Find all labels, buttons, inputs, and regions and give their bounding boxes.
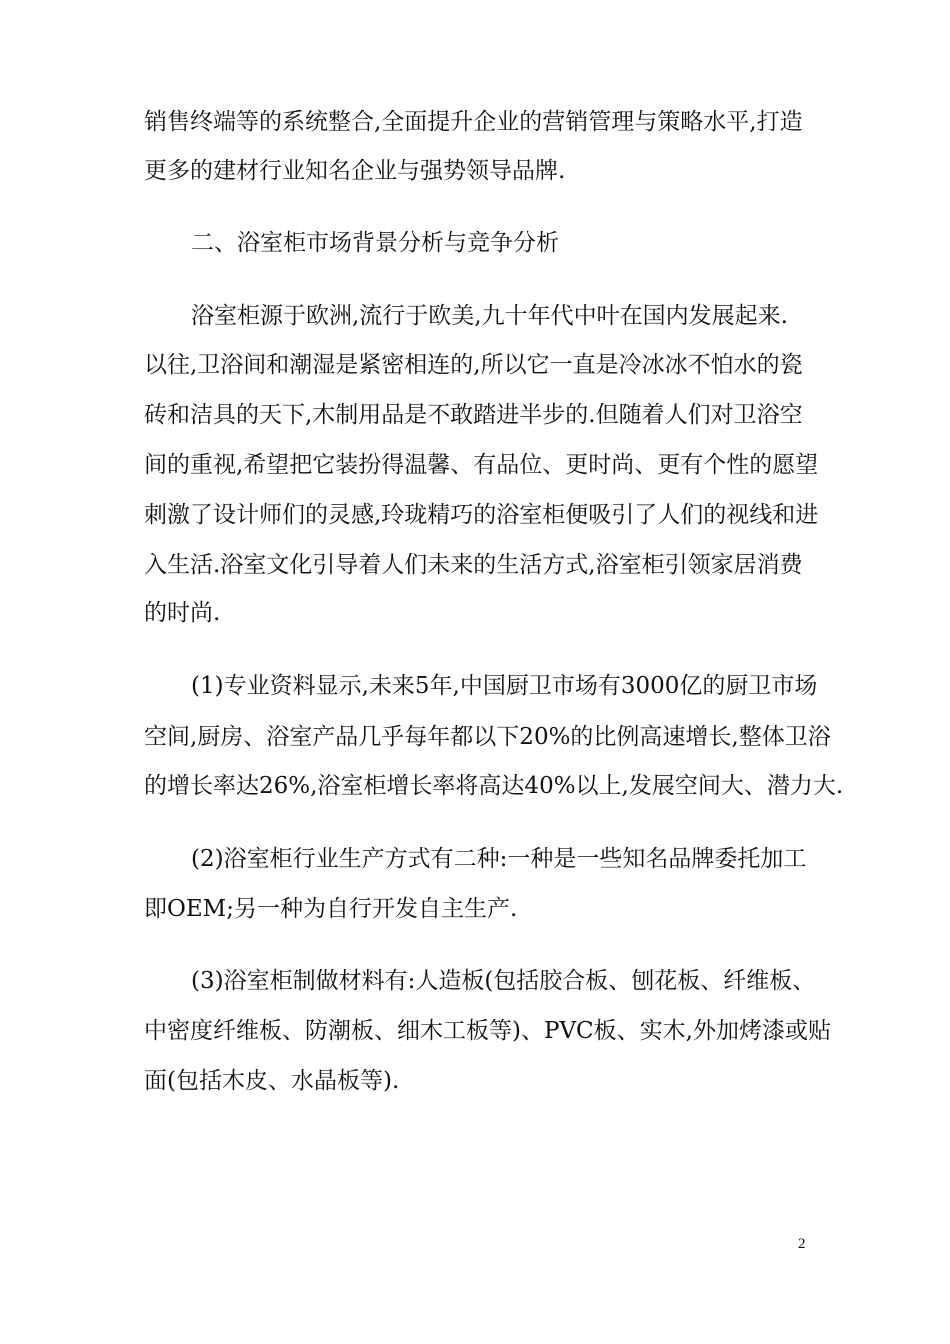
text-line: 即OEM;另一种为自行开发自主生产.: [144, 896, 518, 922]
page-number: 2: [798, 1236, 806, 1252]
text-line: 更多的建材行业知名企业与强势领导品牌.: [144, 158, 566, 184]
text-line: 的时尚.: [144, 600, 221, 626]
text-line: 的增长率达26%,浴室柜增长率将高达40%以上,发展空间大、潜力大.: [144, 773, 844, 799]
text-line: 间的重视,希望把它装扮得温馨、有品位、更时尚、更有个性的愿望: [144, 452, 819, 478]
text-line: 面(包括木皮、水晶板等).: [144, 1068, 400, 1094]
text-line: 入生活.浴室文化引导着人们未来的生活方式,浴室柜引领家居消费: [144, 552, 803, 578]
text-line: 刺激了设计师们的灵感,玲珑精巧的浴室柜便吸引了人们的视线和进: [144, 502, 819, 528]
text-line: 销售终端等的系统整合,全面提升企业的营销管理与策略水平,打造: [144, 109, 803, 135]
text-line: 砖和洁具的天下,木制用品是不敢踏进半步的.但随着人们对卫浴空: [144, 402, 803, 428]
text-line: 浴室柜源于欧洲,流行于欧美,九十年代中叶在国内发展起来.: [191, 303, 788, 329]
text-line: (3)浴室柜制做材料有:人造板(包括胶合板、刨花板、纤维板、: [191, 968, 816, 994]
text-line: 中密度纤维板、防潮板、细木工板等)、PVC板、实木,外加烤漆或贴: [144, 1018, 831, 1044]
section-heading: 二、浴室柜市场背景分析与竞争分析: [191, 230, 559, 256]
text-line: (2)浴室柜行业生产方式有二种:一种是一些知名品牌委托加工: [191, 846, 807, 872]
text-line: (1)专业资料显示,未来5年,中国厨卫市场有3000亿的厨卫市场: [191, 673, 818, 699]
text-line: 以往,卫浴间和潮湿是紧密相连的,所以它一直是冷冰冰不怕水的瓷: [144, 352, 803, 378]
text-line: 空间,厨房、浴室产品几乎每年都以下20%的比例高速增长,整体卫浴: [144, 724, 831, 750]
